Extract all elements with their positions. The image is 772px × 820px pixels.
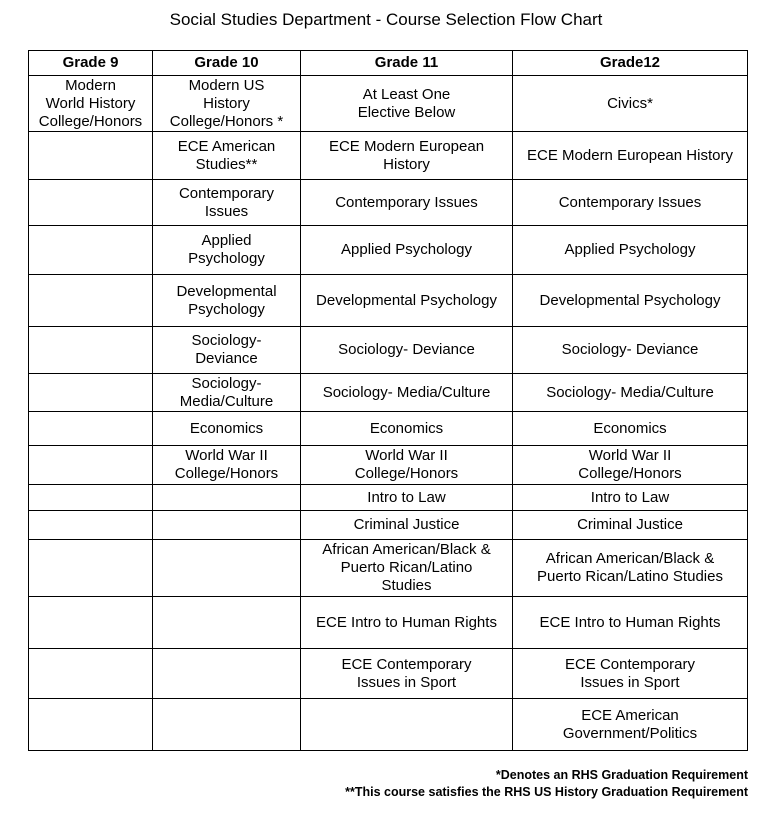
course-cell: ECE Modern European History [301, 132, 513, 180]
course-cell: ECE Intro to Human Rights [513, 597, 748, 649]
course-cell: ECE American Studies** [153, 132, 301, 180]
course-cell [29, 485, 153, 511]
course-cell [29, 511, 153, 540]
table-row [29, 226, 748, 275]
header-grade-11: Grade 11 [301, 51, 513, 76]
course-cell: Modern US History College/Honors * [153, 76, 301, 132]
course-cell: Criminal Justice [513, 511, 748, 540]
footnote-graduation-requirement: *Denotes an RHS Graduation Requirement [495, 768, 748, 782]
course-cell: Economics [513, 412, 748, 446]
header-grade-9: Grade 9 [29, 51, 153, 76]
header-row [29, 51, 748, 76]
course-cell: Contemporary Issues [301, 180, 513, 226]
course-cell [153, 699, 301, 751]
table-row [29, 446, 748, 485]
table-row [29, 374, 748, 412]
table-row [29, 76, 748, 132]
course-cell: Developmental Psychology [153, 275, 301, 327]
table-row [29, 180, 748, 226]
course-cell: Economics [301, 412, 513, 446]
course-cell: Applied Psychology [301, 226, 513, 275]
table-row [29, 699, 748, 751]
footnotes [345, 767, 748, 801]
course-cell [29, 327, 153, 374]
table-row [29, 485, 748, 511]
course-cell: Developmental Psychology [513, 275, 748, 327]
course-cell: African American/Black & Puerto Rican/Latino Studies [513, 540, 748, 597]
course-cell [153, 540, 301, 597]
course-cell [153, 649, 301, 699]
course-cell: World War II College/Honors [301, 446, 513, 485]
table-row [29, 132, 748, 180]
table-row [29, 275, 748, 327]
header-grade-12: Grade12 [513, 51, 748, 76]
course-cell: ECE Modern European History [513, 132, 748, 180]
course-cell: Sociology- Deviance [513, 327, 748, 374]
course-cell: Intro to Law [513, 485, 748, 511]
course-cell: African American/Black & Puerto Rican/Latino Studies [301, 540, 513, 597]
course-cell [29, 540, 153, 597]
course-cell: Contemporary Issues [513, 180, 748, 226]
course-cell [29, 374, 153, 412]
course-cell [29, 699, 153, 751]
course-cell: Sociology- Media/Culture [153, 374, 301, 412]
course-cell: Sociology- Deviance [301, 327, 513, 374]
course-cell [153, 511, 301, 540]
course-cell: Civics* [513, 76, 748, 132]
course-cell [29, 132, 153, 180]
course-table [28, 50, 748, 751]
header-grade-10: Grade 10 [153, 51, 301, 76]
course-cell: Applied Psychology [153, 226, 301, 275]
course-cell [301, 699, 513, 751]
table-row [29, 511, 748, 540]
course-cell: Developmental Psychology [301, 275, 513, 327]
course-cell: Criminal Justice [301, 511, 513, 540]
table-row [29, 597, 748, 649]
table-row [29, 412, 748, 446]
course-cell: Economics [153, 412, 301, 446]
course-cell [29, 597, 153, 649]
course-cell: ECE Contemporary Issues in Sport [513, 649, 748, 699]
course-cell: World War II College/Honors [153, 446, 301, 485]
course-cell [153, 485, 301, 511]
course-cell [29, 649, 153, 699]
page-title: Social Studies Department - Course Selection Flow Chart [169, 10, 603, 29]
course-cell [29, 275, 153, 327]
table-row [29, 649, 748, 699]
table-row [29, 540, 748, 597]
course-cell [29, 226, 153, 275]
course-cell: Contemporary Issues [153, 180, 301, 226]
course-cell: At Least One Elective Below [301, 76, 513, 132]
course-cell: Intro to Law [301, 485, 513, 511]
course-cell [29, 446, 153, 485]
course-cell: ECE American Government/Politics [513, 699, 748, 751]
course-cell [29, 412, 153, 446]
course-cell: ECE Intro to Human Rights [301, 597, 513, 649]
course-cell [29, 180, 153, 226]
course-cell [153, 597, 301, 649]
course-cell: Applied Psychology [513, 226, 748, 275]
footnote-us-history-requirement: **This course satisfies the RHS US History Graduation Requirement [345, 785, 748, 799]
course-cell: Sociology- Media/Culture [301, 374, 513, 412]
course-cell: Sociology- Deviance [153, 327, 301, 374]
course-cell: Modern World History College/Honors [29, 76, 153, 132]
course-cell: Sociology- Media/Culture [513, 374, 748, 412]
table-row [29, 327, 748, 374]
course-cell: World War II College/Honors [513, 446, 748, 485]
course-cell: ECE Contemporary Issues in Sport [301, 649, 513, 699]
